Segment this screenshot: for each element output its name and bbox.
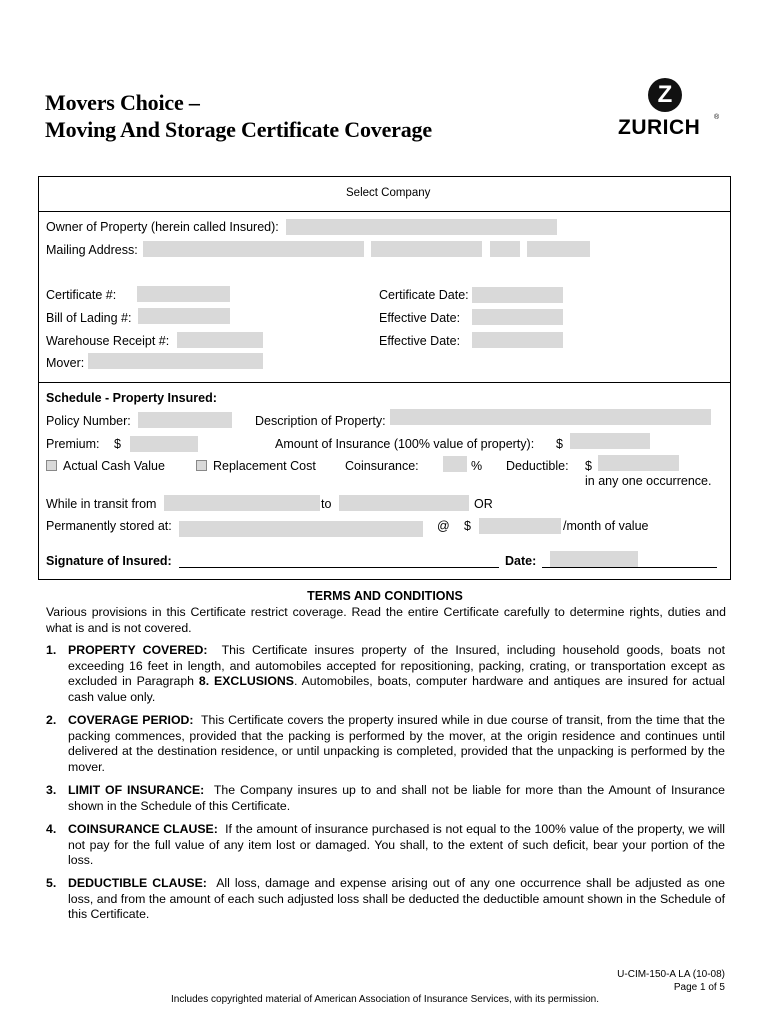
stored-label: Permanently stored at:: [46, 519, 172, 533]
deductible-label: Deductible:: [506, 459, 569, 473]
rc-checkbox[interactable]: [196, 460, 207, 471]
term-deductible: [68, 876, 725, 923]
form-code: U-CIM-150-A LA (10-08): [617, 969, 725, 980]
page-title-line2: Moving And Storage Certificate Coverage: [45, 117, 432, 142]
mover-label: Mover:: [46, 356, 85, 370]
acv-label: Actual Cash Value: [63, 459, 165, 473]
page-number: Page 1 of 5: [673, 982, 725, 993]
percent-sign: %: [471, 459, 483, 473]
effective-date-input[interactable]: [472, 332, 563, 348]
effective-date-label: Effective Date:: [379, 334, 461, 348]
bill-of-lading-input[interactable]: [138, 308, 230, 324]
term-number: 3.: [46, 783, 57, 797]
transit-to-input[interactable]: [339, 495, 469, 511]
to-label: to: [321, 497, 332, 511]
stored-at-input[interactable]: [179, 521, 423, 537]
premium-label: Premium:: [46, 437, 100, 451]
owner-input[interactable]: [286, 219, 557, 235]
owner-label: Owner of Property (herein called Insured):: [46, 220, 279, 234]
term-title: PROPERTY COVERED:: [68, 643, 208, 657]
transit-label: While in transit from: [46, 497, 157, 511]
term-property-covered: [68, 643, 725, 705]
term-title: COVERAGE PERIOD:: [68, 713, 194, 727]
zurich-logo: [618, 74, 726, 144]
policy-input[interactable]: [138, 412, 232, 428]
term-coinsurance: [68, 822, 725, 869]
term-title: LIMIT OF INSURANCE:: [68, 783, 205, 797]
stored-currency: $: [464, 519, 471, 533]
coinsurance-input[interactable]: [443, 456, 467, 472]
term-title: COINSURANCE CLAUSE:: [68, 822, 218, 836]
registered-mark: ®: [714, 114, 720, 121]
effective-date-input[interactable]: [472, 309, 563, 325]
acv-checkbox[interactable]: [46, 460, 57, 471]
deductible-input[interactable]: [598, 455, 679, 471]
term-number: 2.: [46, 713, 57, 727]
divider: [38, 382, 731, 383]
divider: [38, 211, 731, 212]
amount-input[interactable]: [570, 433, 650, 449]
term-text: This Certificate insures property of the Insured, including household goods, boats not exceeding 16 feet in length, and automobiles accepted for repositioning, packing, crating, or transportation except as excluded in Paragraph: [68, 643, 725, 689]
term-coverage-period: [68, 713, 725, 775]
bill-of-lading-label: Bill of Lading #:: [46, 311, 132, 325]
mailing-city-input[interactable]: [371, 241, 482, 257]
copyright-note: Includes copyrighted material of American Association of Insurance Services, with its permission.: [171, 994, 599, 1005]
select-company-field[interactable]: Select Company: [346, 187, 431, 199]
deductible-currency: $: [585, 459, 592, 473]
term-text: The Company insures up to and shall not be liable for more than the Amount of Insurance shown in the Schedule of this Certificate.: [68, 783, 725, 813]
transit-from-input[interactable]: [164, 495, 320, 511]
term-bold: 8. EXCLUSIONS: [198, 674, 294, 689]
warehouse-label: Warehouse Receipt #:: [46, 334, 170, 348]
effective-date-label: Effective Date:: [379, 311, 461, 325]
premium-input[interactable]: [130, 436, 198, 452]
date-label: Date:: [505, 554, 537, 568]
mailing-state-input[interactable]: [490, 241, 520, 257]
term-number: 1.: [46, 643, 57, 657]
zurich-wordmark: ZURICH: [618, 116, 701, 139]
rc-label: Replacement Cost: [213, 459, 316, 473]
or-label: OR: [474, 497, 493, 511]
zurich-mark-icon: Z: [648, 78, 682, 112]
term-limit: [68, 783, 725, 814]
certificate-date-label: Certificate Date:: [379, 288, 469, 302]
description-input[interactable]: [390, 409, 711, 425]
terms-heading: TERMS AND CONDITIONS: [307, 589, 463, 603]
warehouse-input[interactable]: [177, 332, 263, 348]
occurrence-text: in any one occurrence.: [585, 474, 712, 488]
term-number: 5.: [46, 876, 57, 890]
schedule-heading: Schedule - Property Insured:: [46, 391, 217, 405]
description-label: Description of Property:: [255, 414, 386, 428]
mover-input[interactable]: [88, 353, 263, 369]
mailing-label: Mailing Address:: [46, 243, 138, 257]
page-title-line1: Movers Choice –: [45, 90, 200, 115]
term-text: This Certificate covers the property insured while in due course of transit, from the time that the packing commences, provided that the packing is performed by the mover, at the origin residence and continues until delivered at the destination residence, or until unpacking is completed, provided that the unpacking is performed by the mover.: [68, 713, 725, 774]
signature-date-input[interactable]: [550, 551, 638, 567]
certificate-input[interactable]: [137, 286, 230, 302]
signature-line[interactable]: [179, 567, 499, 568]
term-text: . Automobiles, boats, computer hardware and antiques are insured for actual cash value only.: [68, 674, 725, 704]
term-title: DEDUCTIBLE CLAUSE:: [68, 876, 207, 890]
premium-currency: $: [114, 437, 121, 451]
amount-currency: $: [556, 437, 563, 451]
amount-label: Amount of Insurance (100% value of property):: [275, 437, 535, 451]
stored-rate-input[interactable]: [479, 518, 561, 534]
terms-intro: Various provisions in this Certificate restrict coverage. Read the entire Certificate carefully to determine rights, duties and what is and is not covered.: [46, 605, 726, 635]
term-text: If the amount of insurance purchased is not equal to the 100% value of the property, we will not pay for the full value of any item lost or damaged. You shall, to the extent of such deficit, bear your portion of the loss.: [68, 822, 725, 868]
date-line[interactable]: [542, 567, 717, 568]
signature-label: Signature of Insured:: [46, 554, 172, 568]
mailing-zip-input[interactable]: [527, 241, 590, 257]
term-number: 4.: [46, 822, 57, 836]
certificate-date-input[interactable]: [472, 287, 563, 303]
policy-label: Policy Number:: [46, 414, 131, 428]
coinsurance-label: Coinsurance:: [345, 459, 419, 473]
per-month-label: /month of value: [563, 519, 649, 533]
mailing-street-input[interactable]: [143, 241, 364, 257]
at-sign: @: [437, 519, 450, 533]
term-text: All loss, damage and expense arising out of any one occurrence shall be adjusted as one loss, and from the amount of each such adjusted loss shall be deducted the deductible amount shown in the Schedule of this Certificate.: [68, 876, 726, 922]
certificate-label: Certificate #:: [46, 288, 117, 302]
